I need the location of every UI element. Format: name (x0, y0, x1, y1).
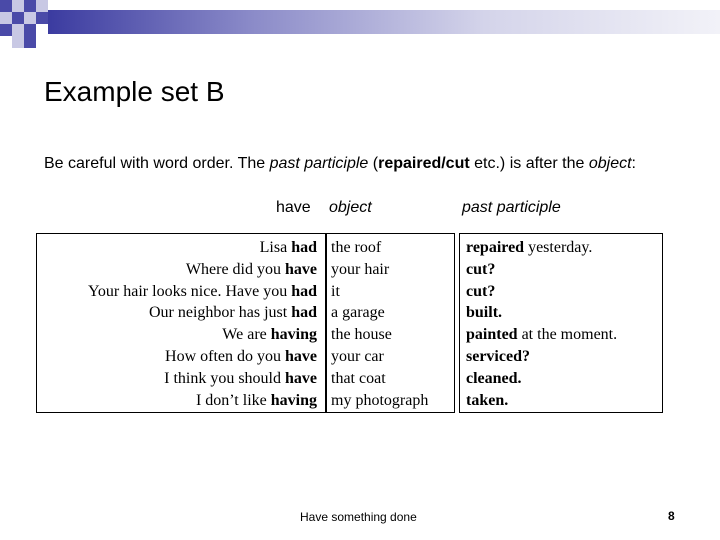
past-participle-cell (466, 281, 661, 303)
past-participle-cell (466, 237, 661, 259)
sentence-start: How often do you (165, 347, 285, 365)
sentence-start: Your hair looks nice. Have you (87, 282, 292, 300)
object-cell: your hair (331, 260, 390, 278)
table-row (40, 390, 317, 412)
decorative-header (0, 0, 720, 48)
sentence-start: Where did you (185, 260, 285, 278)
table-row (40, 237, 317, 259)
table-row (40, 281, 317, 303)
table-row (40, 368, 317, 390)
intro-text-part: Be careful with word order. The (44, 155, 270, 172)
deco-square (36, 0, 48, 12)
object-cell: it (331, 282, 340, 300)
intro-text-part: etc.) is after the (469, 155, 589, 172)
object-cell: your car (331, 347, 384, 365)
past-participle: taken. (466, 391, 509, 409)
sentence-end: at the moment. (517, 326, 618, 344)
past-participle: serviced? (466, 347, 530, 365)
past-participle-cell (466, 368, 661, 390)
have-verb: have (285, 347, 317, 365)
object-cell: the house (331, 326, 392, 344)
sentence-start: We are (222, 326, 271, 344)
have-verb: have (285, 369, 317, 387)
object-cell: the roof (331, 239, 382, 256)
deco-square (24, 36, 36, 48)
object-cell: a garage (331, 304, 385, 322)
deco-square (0, 0, 12, 12)
have-verb: having (270, 326, 317, 344)
have-verb: have (285, 260, 317, 278)
intro-text-emphasis: past participle (269, 155, 369, 172)
deco-square (24, 24, 36, 36)
table-row (40, 302, 317, 324)
deco-square (12, 36, 24, 48)
sentence-start: I think you should (164, 369, 285, 387)
object-cell: that coat (331, 369, 386, 387)
past-participle-cell (466, 390, 661, 412)
subject-have-column (40, 237, 317, 411)
sentence-start: I don’t like (195, 391, 271, 409)
deco-square (36, 12, 48, 24)
table-row (40, 259, 317, 281)
header-past-participle: past participle (462, 199, 561, 216)
table-row (40, 346, 317, 368)
deco-square (24, 0, 36, 12)
have-verb: having (270, 391, 317, 409)
past-participle: cut? (466, 260, 496, 278)
header-have: have (276, 199, 311, 216)
object-cell: my photograph (331, 391, 429, 409)
have-verb: had (291, 282, 317, 300)
header-banner (48, 10, 720, 34)
page-number: 8 (668, 509, 675, 523)
have-verb: had (291, 304, 317, 322)
sentence-start: Lisa (259, 239, 292, 256)
deco-square (0, 24, 12, 36)
intro-text-bold: repaired/cut (378, 155, 470, 172)
intro-text-emphasis: object (588, 155, 632, 172)
past-participle: cut? (466, 282, 496, 300)
past-participle-cell (466, 302, 661, 324)
intro-text (44, 154, 636, 174)
deco-square (0, 12, 12, 24)
have-verb: had (291, 239, 317, 256)
page-title: Example set B (44, 76, 225, 107)
past-participle-cell (466, 346, 661, 368)
sentence-start: Our neighbor has just (149, 304, 292, 322)
sentence-end: yesterday. (524, 239, 593, 256)
intro-text-part: ( (368, 155, 379, 172)
deco-square (12, 24, 24, 36)
intro-text-part: : (631, 155, 636, 172)
table-row (40, 324, 317, 346)
past-participle-cell (466, 324, 661, 346)
past-participle-cell (466, 259, 661, 281)
object-column (331, 237, 451, 411)
past-participle: cleaned. (466, 369, 522, 387)
footer-text: Have something done (300, 510, 417, 524)
past-participle: repaired (466, 239, 525, 256)
header-object: object (329, 199, 372, 216)
deco-square (12, 12, 24, 24)
deco-square (12, 0, 24, 12)
past-participle-column (466, 237, 661, 411)
deco-square (24, 12, 36, 24)
past-participle: painted (466, 326, 518, 344)
past-participle: built. (466, 304, 503, 322)
